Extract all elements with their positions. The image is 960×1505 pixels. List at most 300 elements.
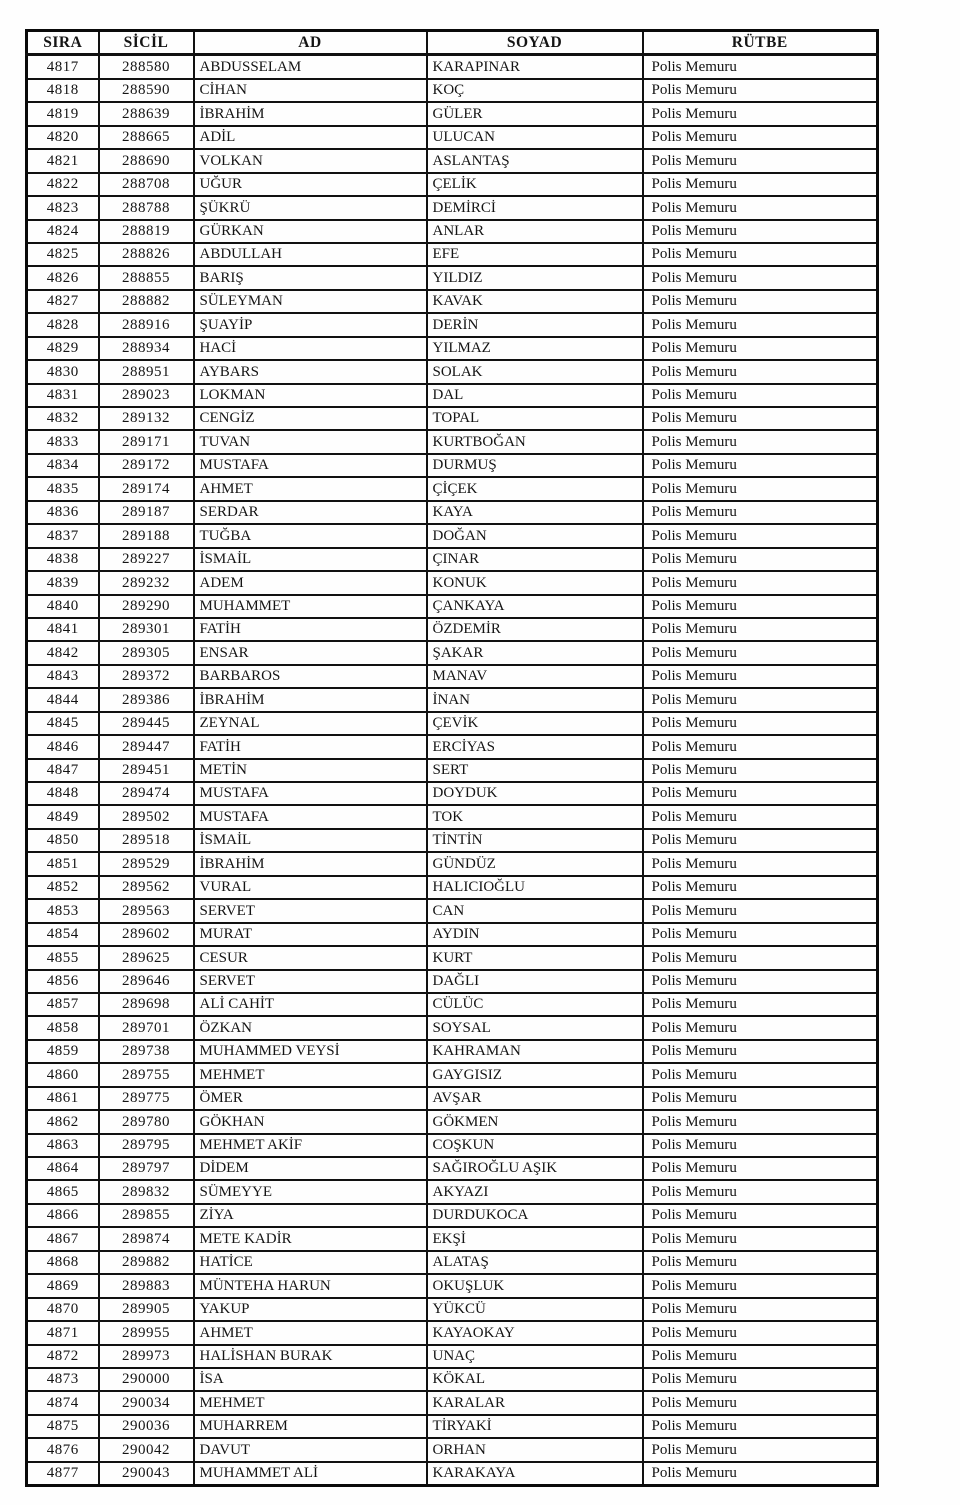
cell-rutbe: Polis Memuru	[643, 454, 878, 477]
cell-ad: BARBAROS	[194, 665, 427, 688]
cell-sira: 4833	[27, 430, 99, 453]
cell-sicil: 289874	[99, 1227, 194, 1250]
table-row	[27, 1345, 878, 1368]
cell-rutbe: Polis Memuru	[643, 735, 878, 758]
cell-sira: 4823	[27, 196, 99, 219]
cell-soyad: UNAÇ	[427, 1345, 643, 1368]
table-row	[27, 1016, 878, 1039]
cell-sicil: 288951	[99, 360, 194, 383]
cell-sira: 4821	[27, 149, 99, 172]
cell-ad: HACİ	[194, 337, 427, 360]
cell-ad: DİDEM	[194, 1157, 427, 1180]
cell-soyad: GÜLER	[427, 102, 643, 125]
table-row	[27, 571, 878, 594]
cell-sicil: 289795	[99, 1134, 194, 1157]
cell-ad: ÖMER	[194, 1087, 427, 1110]
cell-rutbe: Polis Memuru	[643, 1251, 878, 1274]
cell-rutbe: Polis Memuru	[643, 641, 878, 664]
cell-sira: 4848	[27, 782, 99, 805]
cell-ad: BARIŞ	[194, 266, 427, 289]
cell-rutbe: Polis Memuru	[643, 993, 878, 1016]
cell-soyad: TOK	[427, 805, 643, 828]
cell-soyad: GÖKMEN	[427, 1110, 643, 1133]
cell-sira: 4840	[27, 595, 99, 618]
cell-sicil: 289738	[99, 1040, 194, 1063]
cell-soyad: TİNTİN	[427, 829, 643, 852]
cell-sicil: 289625	[99, 946, 194, 969]
cell-ad: TUVAN	[194, 430, 427, 453]
table-row	[27, 899, 878, 922]
table-row	[27, 1204, 878, 1227]
cell-soyad: ÇANKAYA	[427, 595, 643, 618]
cell-rutbe: Polis Memuru	[643, 1063, 878, 1086]
cell-sicil: 289502	[99, 805, 194, 828]
table-row	[27, 688, 878, 711]
table-row	[27, 1462, 878, 1486]
cell-sira: 4829	[27, 337, 99, 360]
cell-sicil: 288708	[99, 173, 194, 196]
cell-sicil: 289132	[99, 407, 194, 430]
cell-sicil: 289451	[99, 759, 194, 782]
cell-sicil: 290036	[99, 1415, 194, 1438]
cell-ad: HALİSHAN BURAK	[194, 1345, 427, 1368]
cell-rutbe: Polis Memuru	[643, 407, 878, 430]
table-row	[27, 1321, 878, 1344]
table-row	[27, 782, 878, 805]
table-row	[27, 1040, 878, 1063]
cell-sicil: 288819	[99, 220, 194, 243]
cell-ad: METE KADİR	[194, 1227, 427, 1250]
cell-ad: CENGİZ	[194, 407, 427, 430]
cell-sicil: 289386	[99, 688, 194, 711]
cell-rutbe: Polis Memuru	[643, 1040, 878, 1063]
cell-sicil: 289447	[99, 735, 194, 758]
cell-soyad: GAYGISIZ	[427, 1063, 643, 1086]
cell-soyad: ÇİÇEK	[427, 477, 643, 500]
cell-soyad: AYDIN	[427, 923, 643, 946]
cell-rutbe: Polis Memuru	[643, 1110, 878, 1133]
cell-soyad: CÜLÜC	[427, 993, 643, 1016]
cell-sira: 4869	[27, 1274, 99, 1297]
cell-rutbe: Polis Memuru	[643, 360, 878, 383]
cell-rutbe: Polis Memuru	[643, 430, 878, 453]
cell-rutbe: Polis Memuru	[643, 149, 878, 172]
cell-soyad: KAVAK	[427, 290, 643, 313]
cell-ad: YAKUP	[194, 1298, 427, 1321]
cell-ad: CİHAN	[194, 79, 427, 102]
cell-sira: 4876	[27, 1438, 99, 1461]
table-row	[27, 665, 878, 688]
cell-ad: İBRAHİM	[194, 688, 427, 711]
cell-ad: İBRAHİM	[194, 852, 427, 875]
table-row	[27, 1227, 878, 1250]
cell-rutbe: Polis Memuru	[643, 665, 878, 688]
cell-ad: SERVET	[194, 970, 427, 993]
table-row	[27, 454, 878, 477]
cell-ad: MUSTAFA	[194, 454, 427, 477]
cell-sicil: 289174	[99, 477, 194, 500]
table-row	[27, 1063, 878, 1086]
cell-rutbe: Polis Memuru	[643, 805, 878, 828]
cell-soyad: KARALAR	[427, 1391, 643, 1414]
cell-rutbe: Polis Memuru	[643, 571, 878, 594]
cell-sira: 4817	[27, 55, 99, 79]
cell-ad: ADİL	[194, 126, 427, 149]
cell-sicil: 290042	[99, 1438, 194, 1461]
cell-sira: 4853	[27, 899, 99, 922]
table-row	[27, 196, 878, 219]
cell-soyad: SAĞIROĞLU AŞIK	[427, 1157, 643, 1180]
cell-rutbe: Polis Memuru	[643, 595, 878, 618]
cell-sira: 4831	[27, 384, 99, 407]
cell-rutbe: Polis Memuru	[643, 1462, 878, 1486]
cell-soyad: ÖZDEMİR	[427, 618, 643, 641]
cell-ad: ALİ CAHİT	[194, 993, 427, 1016]
cell-rutbe: Polis Memuru	[643, 829, 878, 852]
cell-sicil: 289187	[99, 501, 194, 524]
cell-ad: AHMET	[194, 1321, 427, 1344]
cell-sira: 4859	[27, 1040, 99, 1063]
cell-soyad: CAN	[427, 899, 643, 922]
cell-rutbe: Polis Memuru	[643, 220, 878, 243]
table-row	[27, 149, 878, 172]
cell-sira: 4847	[27, 759, 99, 782]
table-row	[27, 1391, 878, 1414]
cell-ad: GÜRKAN	[194, 220, 427, 243]
table-row	[27, 1110, 878, 1133]
cell-sira: 4826	[27, 266, 99, 289]
cell-sira: 4827	[27, 290, 99, 313]
cell-ad: ŞUAYİP	[194, 313, 427, 336]
cell-rutbe: Polis Memuru	[643, 1180, 878, 1203]
cell-sira: 4850	[27, 829, 99, 852]
table-row	[27, 313, 878, 336]
cell-sira: 4867	[27, 1227, 99, 1250]
cell-sira: 4874	[27, 1391, 99, 1414]
table-row	[27, 243, 878, 266]
cell-ad: İBRAHİM	[194, 102, 427, 125]
cell-rutbe: Polis Memuru	[643, 1204, 878, 1227]
cell-ad: ENSAR	[194, 641, 427, 664]
cell-soyad: EFE	[427, 243, 643, 266]
table-row	[27, 876, 878, 899]
cell-soyad: MANAV	[427, 665, 643, 688]
cell-ad: MUSTAFA	[194, 805, 427, 828]
cell-ad: CESUR	[194, 946, 427, 969]
cell-ad: SERVET	[194, 899, 427, 922]
cell-sira: 4851	[27, 852, 99, 875]
cell-rutbe: Polis Memuru	[643, 126, 878, 149]
cell-rutbe: Polis Memuru	[643, 1157, 878, 1180]
cell-soyad: İNAN	[427, 688, 643, 711]
cell-soyad: ULUCAN	[427, 126, 643, 149]
cell-sira: 4865	[27, 1180, 99, 1203]
table-row	[27, 735, 878, 758]
cell-sira: 4820	[27, 126, 99, 149]
cell-ad: MURAT	[194, 923, 427, 946]
cell-ad: MEHMET	[194, 1391, 427, 1414]
cell-soyad: YILDIZ	[427, 266, 643, 289]
cell-sicil: 288590	[99, 79, 194, 102]
cell-sicil: 288665	[99, 126, 194, 149]
cell-sicil: 288690	[99, 149, 194, 172]
cell-ad: HATİCE	[194, 1251, 427, 1274]
cell-soyad: GÜNDÜZ	[427, 852, 643, 875]
cell-rutbe: Polis Memuru	[643, 477, 878, 500]
cell-soyad: ASLANTAŞ	[427, 149, 643, 172]
cell-ad: MUHAMMET	[194, 595, 427, 618]
personnel-table	[25, 29, 879, 1487]
table-row	[27, 1134, 878, 1157]
cell-rutbe: Polis Memuru	[643, 782, 878, 805]
cell-sicil: 289701	[99, 1016, 194, 1039]
cell-rutbe: Polis Memuru	[643, 1321, 878, 1344]
cell-rutbe: Polis Memuru	[643, 313, 878, 336]
cell-sicil: 289646	[99, 970, 194, 993]
cell-sicil: 289780	[99, 1110, 194, 1133]
cell-sicil: 289372	[99, 665, 194, 688]
cell-rutbe: Polis Memuru	[643, 290, 878, 313]
table-row	[27, 1251, 878, 1274]
cell-soyad: TİRYAKİ	[427, 1415, 643, 1438]
table-row	[27, 1298, 878, 1321]
table-row	[27, 1415, 878, 1438]
cell-ad: VOLKAN	[194, 149, 427, 172]
cell-soyad: AKYAZI	[427, 1180, 643, 1203]
cell-soyad: KARAPINAR	[427, 55, 643, 79]
cell-sicil: 289698	[99, 993, 194, 1016]
cell-sira: 4854	[27, 923, 99, 946]
cell-soyad: ÇELİK	[427, 173, 643, 196]
cell-sira: 4846	[27, 735, 99, 758]
cell-ad: MUHAMMET ALİ	[194, 1462, 427, 1486]
cell-sicil: 289445	[99, 712, 194, 735]
cell-sicil: 289832	[99, 1180, 194, 1203]
cell-ad: FATİH	[194, 735, 427, 758]
table-row	[27, 1180, 878, 1203]
cell-sicil: 289232	[99, 571, 194, 594]
cell-soyad: HALICIOĞLU	[427, 876, 643, 899]
cell-sira: 4872	[27, 1345, 99, 1368]
table-row	[27, 126, 878, 149]
cell-soyad: ÇEVİK	[427, 712, 643, 735]
cell-rutbe: Polis Memuru	[643, 970, 878, 993]
cell-soyad: DURDUKOCA	[427, 1204, 643, 1227]
table-row	[27, 805, 878, 828]
cell-soyad: KOÇ	[427, 79, 643, 102]
cell-sira: 4828	[27, 313, 99, 336]
cell-sira: 4866	[27, 1204, 99, 1227]
cell-ad: ÖZKAN	[194, 1016, 427, 1039]
table-row	[27, 524, 878, 547]
cell-sira: 4838	[27, 548, 99, 571]
table-row	[27, 712, 878, 735]
cell-ad: AHMET	[194, 477, 427, 500]
cell-sicil: 289290	[99, 595, 194, 618]
cell-sira: 4824	[27, 220, 99, 243]
table-row	[27, 79, 878, 102]
cell-sira: 4855	[27, 946, 99, 969]
cell-sicil: 289529	[99, 852, 194, 875]
cell-rutbe: Polis Memuru	[643, 688, 878, 711]
cell-rutbe: Polis Memuru	[643, 1438, 878, 1461]
cell-rutbe: Polis Memuru	[643, 1391, 878, 1414]
cell-soyad: DURMUŞ	[427, 454, 643, 477]
table-row	[27, 946, 878, 969]
cell-ad: MUHARREM	[194, 1415, 427, 1438]
cell-sicil: 289883	[99, 1274, 194, 1297]
column-header-sicil: SİCİL	[99, 31, 194, 55]
cell-ad: FATİH	[194, 618, 427, 641]
cell-sira: 4862	[27, 1110, 99, 1133]
table-row	[27, 1368, 878, 1391]
cell-ad: İSMAİL	[194, 548, 427, 571]
cell-ad: ZEYNAL	[194, 712, 427, 735]
cell-ad: İSA	[194, 1368, 427, 1391]
table-row	[27, 55, 878, 79]
cell-sira: 4861	[27, 1087, 99, 1110]
cell-soyad: DAL	[427, 384, 643, 407]
cell-sicil: 289855	[99, 1204, 194, 1227]
cell-rutbe: Polis Memuru	[643, 1368, 878, 1391]
cell-ad: SÜMEYYE	[194, 1180, 427, 1203]
table-row	[27, 290, 878, 313]
cell-sira: 4844	[27, 688, 99, 711]
cell-soyad: AVŞAR	[427, 1087, 643, 1110]
cell-sicil: 288639	[99, 102, 194, 125]
cell-sira: 4852	[27, 876, 99, 899]
cell-soyad: KARAKAYA	[427, 1462, 643, 1486]
cell-rutbe: Polis Memuru	[643, 1298, 878, 1321]
column-header-rutbe: RÜTBE	[643, 31, 878, 55]
cell-sicil: 289955	[99, 1321, 194, 1344]
cell-soyad: ALATAŞ	[427, 1251, 643, 1274]
cell-ad: ADEM	[194, 571, 427, 594]
cell-ad: MUSTAFA	[194, 782, 427, 805]
cell-soyad: SERT	[427, 759, 643, 782]
cell-ad: MÜNTEHA HARUN	[194, 1274, 427, 1297]
cell-rutbe: Polis Memuru	[643, 1016, 878, 1039]
cell-rutbe: Polis Memuru	[643, 1227, 878, 1250]
table-row	[27, 384, 878, 407]
table-row	[27, 852, 878, 875]
column-header-ad: AD	[194, 31, 427, 55]
cell-ad: ABDULLAH	[194, 243, 427, 266]
cell-sicil: 288826	[99, 243, 194, 266]
cell-sira: 4871	[27, 1321, 99, 1344]
cell-sicil: 290043	[99, 1462, 194, 1486]
table-row	[27, 102, 878, 125]
cell-soyad: YILMAZ	[427, 337, 643, 360]
cell-sicil: 289518	[99, 829, 194, 852]
cell-sira: 4873	[27, 1368, 99, 1391]
cell-soyad: DAĞLI	[427, 970, 643, 993]
table-row	[27, 1087, 878, 1110]
table-row	[27, 923, 878, 946]
cell-soyad: SOLAK	[427, 360, 643, 383]
cell-sicil: 289905	[99, 1298, 194, 1321]
cell-sicil: 289227	[99, 548, 194, 571]
cell-rutbe: Polis Memuru	[643, 876, 878, 899]
table-row	[27, 993, 878, 1016]
cell-sicil: 289882	[99, 1251, 194, 1274]
cell-soyad: SOYSAL	[427, 1016, 643, 1039]
cell-soyad: KONUK	[427, 571, 643, 594]
table-row	[27, 595, 878, 618]
table-row	[27, 970, 878, 993]
cell-sira: 4857	[27, 993, 99, 1016]
cell-rutbe: Polis Memuru	[643, 1345, 878, 1368]
cell-sira: 4832	[27, 407, 99, 430]
cell-soyad: ANLAR	[427, 220, 643, 243]
cell-sira: 4864	[27, 1157, 99, 1180]
table-row	[27, 337, 878, 360]
table-row	[27, 266, 878, 289]
table-row	[27, 173, 878, 196]
cell-rutbe: Polis Memuru	[643, 1134, 878, 1157]
cell-rutbe: Polis Memuru	[643, 759, 878, 782]
cell-sicil: 290034	[99, 1391, 194, 1414]
cell-sira: 4837	[27, 524, 99, 547]
table-row	[27, 360, 878, 383]
cell-ad: MEHMET AKİF	[194, 1134, 427, 1157]
cell-soyad: EKŞİ	[427, 1227, 643, 1250]
cell-sicil: 288855	[99, 266, 194, 289]
cell-sira: 4839	[27, 571, 99, 594]
table-row	[27, 1157, 878, 1180]
cell-soyad: ÇINAR	[427, 548, 643, 571]
cell-rutbe: Polis Memuru	[643, 852, 878, 875]
cell-sicil: 288934	[99, 337, 194, 360]
cell-sicil: 289305	[99, 641, 194, 664]
cell-soyad: DERİN	[427, 313, 643, 336]
cell-sira: 4843	[27, 665, 99, 688]
cell-sicil: 290000	[99, 1368, 194, 1391]
cell-soyad: KAYAOKAY	[427, 1321, 643, 1344]
cell-ad: LOKMAN	[194, 384, 427, 407]
cell-soyad: OKUŞLUK	[427, 1274, 643, 1297]
cell-soyad: DOĞAN	[427, 524, 643, 547]
cell-sira: 4825	[27, 243, 99, 266]
cell-sira: 4842	[27, 641, 99, 664]
cell-sira: 4819	[27, 102, 99, 125]
cell-ad: MEHMET	[194, 1063, 427, 1086]
cell-rutbe: Polis Memuru	[643, 946, 878, 969]
cell-rutbe: Polis Memuru	[643, 618, 878, 641]
cell-sicil: 289775	[99, 1087, 194, 1110]
cell-soyad: ERCİYAS	[427, 735, 643, 758]
cell-sira: 4841	[27, 618, 99, 641]
cell-sira: 4818	[27, 79, 99, 102]
cell-rutbe: Polis Memuru	[643, 266, 878, 289]
table-row	[27, 1438, 878, 1461]
cell-sira: 4856	[27, 970, 99, 993]
table-row	[27, 430, 878, 453]
cell-sicil: 288882	[99, 290, 194, 313]
cell-sicil: 289602	[99, 923, 194, 946]
cell-ad: ŞÜKRÜ	[194, 196, 427, 219]
cell-sicil: 289188	[99, 524, 194, 547]
cell-sira: 4836	[27, 501, 99, 524]
cell-rutbe: Polis Memuru	[643, 501, 878, 524]
cell-sicil: 289301	[99, 618, 194, 641]
table-row	[27, 618, 878, 641]
cell-sira: 4877	[27, 1462, 99, 1486]
cell-ad: SÜLEYMAN	[194, 290, 427, 313]
cell-rutbe: Polis Memuru	[643, 384, 878, 407]
cell-soyad: TOPAL	[427, 407, 643, 430]
cell-soyad: KAHRAMAN	[427, 1040, 643, 1063]
